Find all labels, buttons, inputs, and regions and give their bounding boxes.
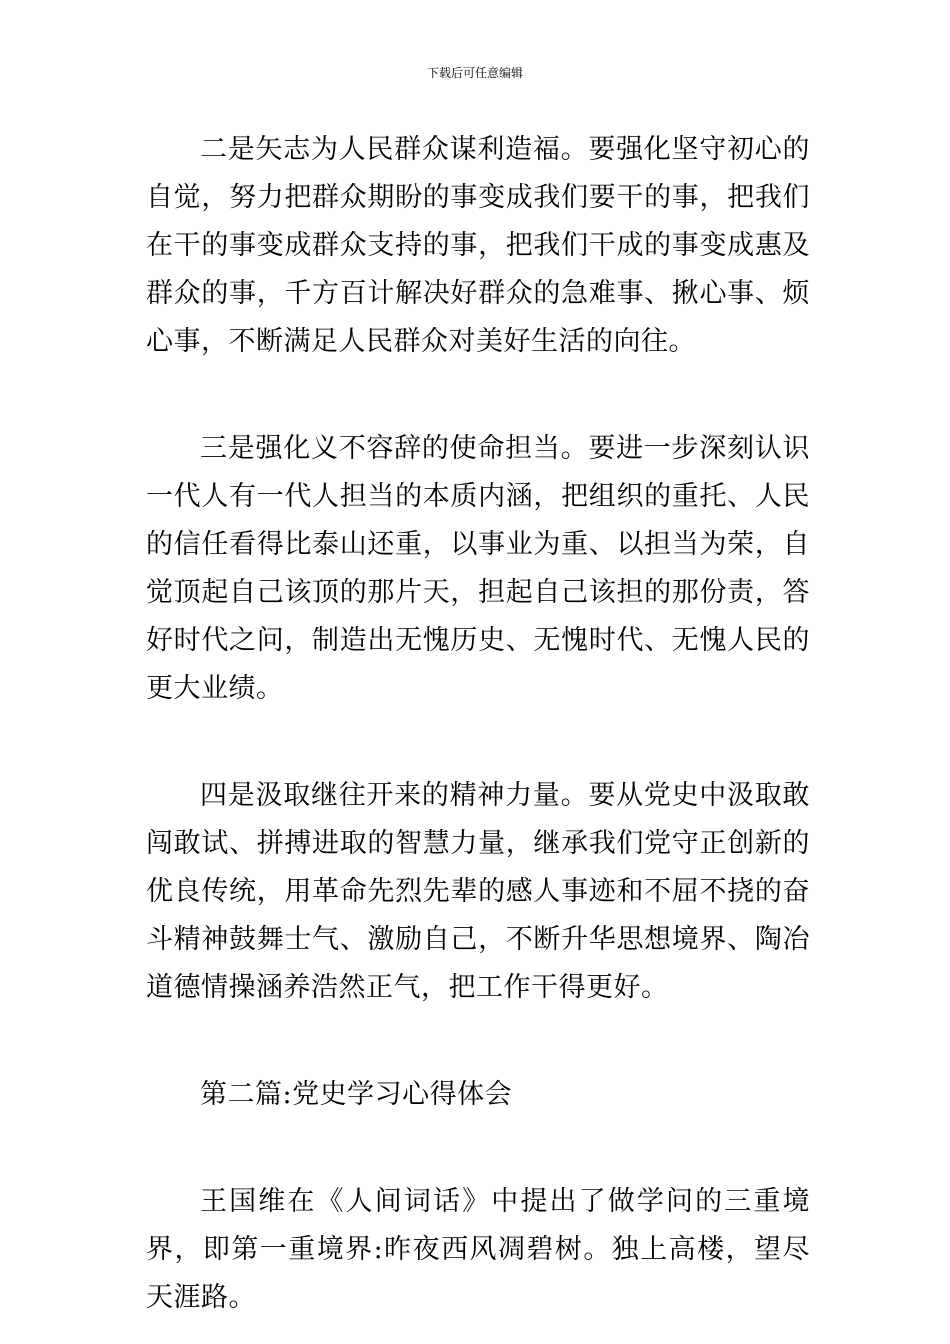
paragraph-fourth-point: 四是汲取继往开来的精神力量。要从党史中汲取敢闯敢试、拼搏进取的智慧力量，继承我们党守正创新的优良传统，用革命先烈先辈的感人事迹和不屈不挠的奋斗精神鼓舞士气、激励自己，不断升华思想境界、陶冶道德情操涵养浩然正气，把工作干得更好。 [146,780,810,1003]
paragraph-intro: 王国维在《人间词话》中提出了做学问的三重境界，即第一重境界:昨夜西风凋碧树。独上高楼，望尽天涯路。 [146,1186,810,1313]
page-header: 下载后可任意编辑 [426,66,523,80]
document-body [146,126,810,1322]
section-heading: 第二篇:党史学习心得体会 [200,1079,513,1110]
paragraph-third-point: 三是强化义不容辞的使命担当。要进一步深刻认识一代人有一代人担当的本质内涵，把组织的重托、人民的信任看得比泰山还重，以事业为重、以担当为荣，自觉顶起自己该顶的那片天，担起自己该担的那份责，答好时代之问，制造出无愧历史、无愧时代、无愧人民的更大业绩。 [146,433,810,704]
paragraph-second-point: 二是矢志为人民群众谋利造福。要强化坚守初心的自觉，努力把群众期盼的事变成我们要干的事，把我们在干的事变成群众支持的事，把我们干成的事变成惠及群众的事，千方百计解决好群众的急难事、揪心事、烦心事，不断满足人民群众对美好生活的向往。 [146,134,810,357]
